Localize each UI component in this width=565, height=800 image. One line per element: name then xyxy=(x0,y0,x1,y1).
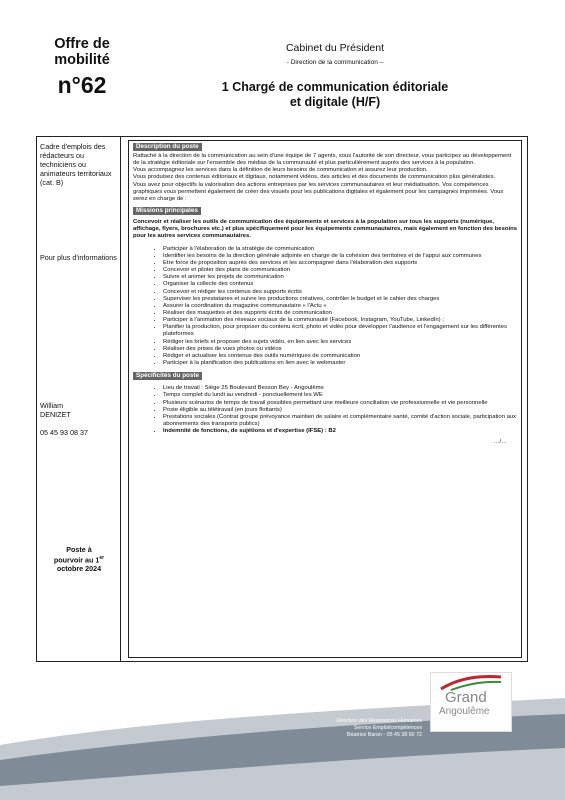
start-date-line-3: octobre 2024 xyxy=(56,564,102,574)
description-paragraph: Vous produisez des contenus éditoriaux et digitaux, notamment vidéos, des articles et des documents de communication plus généralistes. xyxy=(133,174,496,181)
job-title-line-2: et digitale (H/F) xyxy=(289,95,381,109)
list-item: • Indemnité de fonctions, de sujétions et d'expertise (IFSE) : B2 xyxy=(163,428,519,435)
section-title-description: Description du poste xyxy=(133,143,202,151)
description-paragraph: Rattaché à la direction de la communication au sein d'une équipe de 7 agents, sous l'autorité de son directeur, vous participez au développement de la stratégie éditoriale sur l'ensemble des médias de la communauté et plus particulièrement auprès des services à la population. xyxy=(133,153,512,167)
list-item: • Poste éligible au télétravail (en jours flottants) xyxy=(163,407,519,414)
section-title-specificites: Spécificités du poste xyxy=(133,372,202,380)
start-date-sup: er xyxy=(99,555,105,561)
description-paragraph: Vous accompagnez les services dans la définition de leurs besoins de communication et assurez leur production. xyxy=(133,167,428,174)
direction-subtitle: - Direction de la communication – xyxy=(286,59,384,66)
logo-grand: Grand xyxy=(445,689,487,706)
contact-block xyxy=(40,401,118,437)
offer-line-2: mobilité xyxy=(54,52,110,68)
list-item: • Rédiger et actualiser les contenus des outils numériques de communication xyxy=(163,353,519,360)
start-date-prefix: pourvoir au 1 xyxy=(53,555,100,565)
info-label: Pour plus d'informations xyxy=(40,253,117,262)
footer-contact xyxy=(240,718,422,739)
missions-lead: Concevoir et réaliser les outils de communication des équipements et services à la population sur tous les supports (numérique, affichage, flyers, brochures etc.) et plus spécifiquement pour les équipements communautaires, mais également en fonction des besoins pour les autres services communautaires. xyxy=(133,219,517,240)
missions-list xyxy=(133,246,519,368)
grand-angouleme-logo xyxy=(430,672,512,732)
footer-line-3: Béatrice Baron - 05 45 38 60 72 xyxy=(346,732,422,738)
job-title xyxy=(175,80,495,110)
header-center xyxy=(175,42,495,110)
start-date xyxy=(40,545,118,573)
list-item: • Réaliser des maquettes et des supports écrits de communication xyxy=(163,310,519,317)
footer-line-1: Direction des Ressources Humaines xyxy=(336,718,422,724)
list-item: • Etre force de proposition auprès des services et les accompagner dans l'élaboration des supports xyxy=(163,260,519,267)
start-date-line-1: Poste à xyxy=(66,545,92,554)
start-date-line-2 xyxy=(40,554,118,564)
offer-content xyxy=(133,142,519,446)
description-paragraphs xyxy=(133,153,519,203)
list-item: • Planifier la production, pour proposer du contenu écrit, photo et vidéo pour développer l'audience et l'engagement sur les différentes plateformes xyxy=(163,324,519,338)
list-item: • Concevoir et piloter des plans de communication xyxy=(163,267,519,274)
list-item: • Plusieurs scénarios de temps de travail possibles permettant une meilleure conciliation vie professionnelle et vie personnelle xyxy=(163,400,519,407)
offer-heading xyxy=(38,36,126,98)
offer-number: n°62 xyxy=(57,72,107,98)
offer-line-1: Offre de xyxy=(54,36,110,52)
contact-first-name: William xyxy=(40,401,64,410)
list-item: • Organiser la collecte des contenus xyxy=(163,281,519,288)
list-item: • Identifier les besoins de la direction générale adjointe en charge de la cohésion des territoires et de l'appui aux communes xyxy=(163,253,519,260)
contact-phone: 05 45 93 08 37 xyxy=(40,428,88,437)
list-item: • Concevoir et rédiger les contenus des supports écrits xyxy=(163,289,519,296)
contact-last-name: DENIZET xyxy=(40,410,71,419)
list-item: • Participer à la planification des publications en lien avec le webmaster xyxy=(163,360,519,367)
job-title-line-1: 1 Chargé de communication éditoriale xyxy=(221,80,449,94)
list-item: • Participer à l'élaboration de la stratégie de communication xyxy=(163,246,519,253)
continuation-mark: …/… xyxy=(493,439,507,446)
list-item: • Temps complet du lundi au vendredi - ponctuellement les WE xyxy=(163,392,519,399)
list-item: • Participer à l'animation des réseaux sociaux de la communauté (Facebook, Instagram, YouTube, LinkedIn) ; xyxy=(163,317,519,324)
logo-angouleme: Angoulême xyxy=(439,706,490,717)
cabinet-title: Cabinet du Président xyxy=(285,42,385,54)
offer-frame xyxy=(36,136,528,662)
description-paragraph: Vous avez pour objectifs la valorisation des actions entreprises par les services communautaires et leur médiatisation. Vos compétences graphiques vous permettent également de créer des visuels pour les publications digitales et également pour les campagnes imprimées. Vous serez en charge de : xyxy=(133,181,504,202)
list-item: • Réaliser des prises de vues photos ou vidéos xyxy=(163,346,519,353)
list-item: • Suivre et animer les projets de communication xyxy=(163,274,519,281)
list-item: • Prestations sociales (Contrat groupe prévoyance maintien de salaire et complémentaire santé, comité d'action sociale, participation aux abonnements des transports publics) xyxy=(163,414,519,428)
column-divider xyxy=(120,137,121,661)
list-item: • Superviser les prestataires et suivre les productions créatives, contrôler le budget et le cahier des charges xyxy=(163,296,519,303)
specificites-list xyxy=(133,385,519,435)
list-item: • Lieu de travail : Siège 25 Boulevard Besson Bey - Angoulême xyxy=(163,385,519,392)
cadre-emplois: Cadre d'emplois des rédacteurs ou techniciens ou animateurs territoriaux (cat. B) xyxy=(40,142,112,187)
list-item: • Rédiger les briefs et proposer des sujets vidéo, en lien avec les services xyxy=(163,339,519,346)
section-title-missions: Missions principales xyxy=(133,207,201,215)
list-item: • Assurer la coordination du magazine communautaire « l'Actu » xyxy=(163,303,519,310)
footer-line-2: Service Emploi/compétences xyxy=(353,725,422,731)
